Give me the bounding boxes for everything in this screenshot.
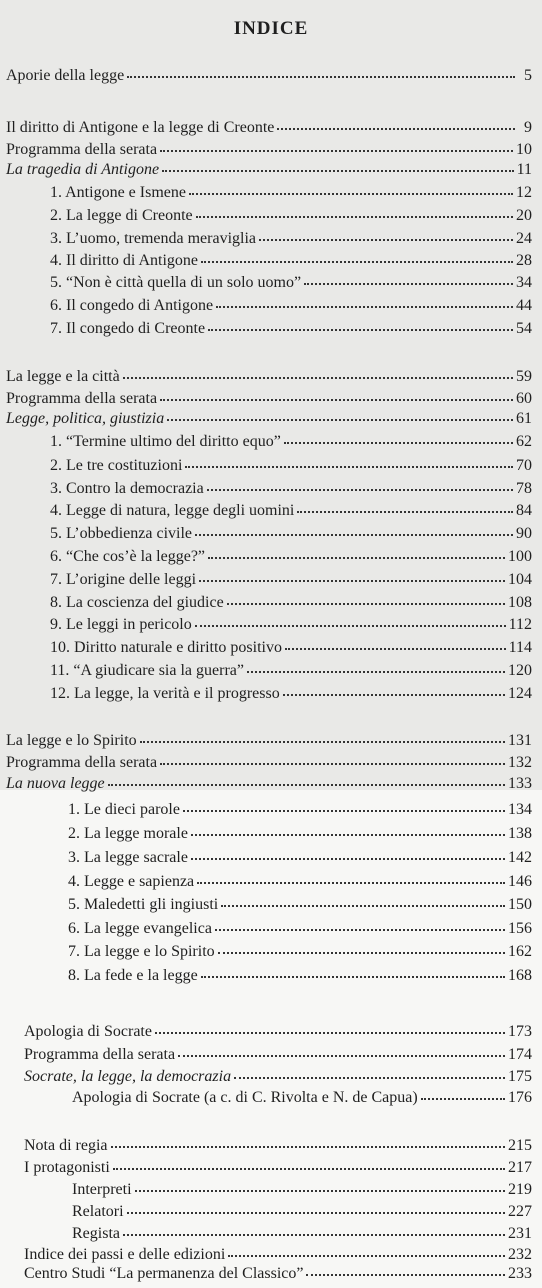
toc-entry: Programma della serata 174 bbox=[24, 1043, 532, 1065]
toc-entry: 11. “A giudicare sia la guerra” 120 bbox=[50, 659, 532, 681]
toc-entry: 1. Antigone e Ismene 12 bbox=[50, 181, 532, 203]
toc-entry: 3. L’uomo, tremenda meraviglia 24 bbox=[50, 227, 532, 249]
toc-entry: Programma della serata 60 bbox=[6, 387, 532, 409]
toc-entry: 9. Le leggi in pericolo 112 bbox=[50, 613, 532, 635]
toc-entry: I protagonisti 217 bbox=[24, 1156, 532, 1178]
toc-entry: 10. Diritto naturale e diritto positivo 114 bbox=[50, 636, 532, 658]
toc-entry: 4. Legge e sapienza 146 bbox=[68, 870, 532, 892]
toc-entry: Legge, politica, giustizia 61 bbox=[6, 407, 532, 429]
toc-entry: 2. La legge di Creonte 20 bbox=[50, 204, 532, 226]
toc-entry: 6. Il congedo di Antigone 44 bbox=[50, 294, 532, 316]
toc-entry: 7. Il congedo di Creonte 54 bbox=[50, 317, 532, 339]
toc-entry: 1. Le dieci parole 134 bbox=[68, 798, 532, 820]
page-title: INDICE bbox=[233, 18, 309, 39]
toc-entry: Relatori 227 bbox=[72, 1200, 532, 1222]
toc-entry: 8. La fede e la legge 168 bbox=[68, 964, 532, 986]
toc-entry: Apologia di Socrate 173 bbox=[24, 1020, 532, 1042]
toc-entry: Programma della serata 132 bbox=[6, 751, 532, 773]
toc-entry: 7. La legge e lo Spirito 162 bbox=[68, 940, 532, 962]
toc-entry: 12. La legge, la verità e il progresso 124 bbox=[50, 682, 532, 704]
toc-entry: 2. Le tre costituzioni 70 bbox=[50, 454, 532, 476]
toc-entry: La legge e la città 59 bbox=[6, 365, 532, 387]
toc-entry: La legge e lo Spirito 131 bbox=[6, 729, 532, 751]
toc-entry: 7. L’origine delle leggi 104 bbox=[50, 568, 532, 590]
toc-entry: La tragedia di Antigone 11 bbox=[6, 158, 532, 180]
toc-entry: Indice dei passi e delle edizioni 232 bbox=[24, 1243, 532, 1265]
toc-entry: 6. “Che cos’è la legge?” 100 bbox=[50, 545, 532, 567]
toc-entry: Programma della serata 10 bbox=[6, 138, 532, 160]
toc-entry: 5. L’obbedienza civile 90 bbox=[50, 522, 532, 544]
toc-entry: 2. La legge morale 138 bbox=[68, 822, 532, 844]
toc-entry: Apologia di Socrate (a c. di C. Rivolta e N. de Capua) 176 bbox=[72, 1086, 532, 1108]
toc-entry: La nuova legge 133 bbox=[6, 772, 532, 794]
toc-entry: 3. Contro la democrazia 78 bbox=[50, 477, 532, 499]
toc-entry: Regista 231 bbox=[72, 1222, 532, 1244]
toc-entry: 4. Il diritto di Antigone 28 bbox=[50, 249, 532, 271]
toc-entry: 1. “Termine ultimo del diritto equo” 62 bbox=[50, 430, 532, 452]
toc-entry: 8. La coscienza del giudice 108 bbox=[50, 591, 532, 613]
toc-entry: Nota di regia 215 bbox=[24, 1134, 532, 1156]
toc-entry: 4. Legge di natura, legge degli uomini 84 bbox=[50, 499, 532, 521]
toc-entry: 6. La legge evangelica 156 bbox=[68, 917, 532, 939]
toc-entry: 5. “Non è città quella di un solo uomo” 34 bbox=[50, 271, 532, 293]
toc-entry: Socrate, la legge, la democrazia 175 bbox=[24, 1065, 532, 1087]
toc-entry: Il diritto di Antigone e la legge di Creonte 9 bbox=[6, 116, 532, 138]
toc-entry: Centro Studi “La permanenza del Classico” 233 bbox=[24, 1262, 532, 1284]
toc-entry: 5. Maledetti gli ingiusti 150 bbox=[68, 893, 532, 915]
toc-entry: Aporie della legge 5 bbox=[6, 64, 532, 86]
toc-entry: Interpreti 219 bbox=[72, 1178, 532, 1200]
toc-entry: 3. La legge sacrale 142 bbox=[68, 846, 532, 868]
